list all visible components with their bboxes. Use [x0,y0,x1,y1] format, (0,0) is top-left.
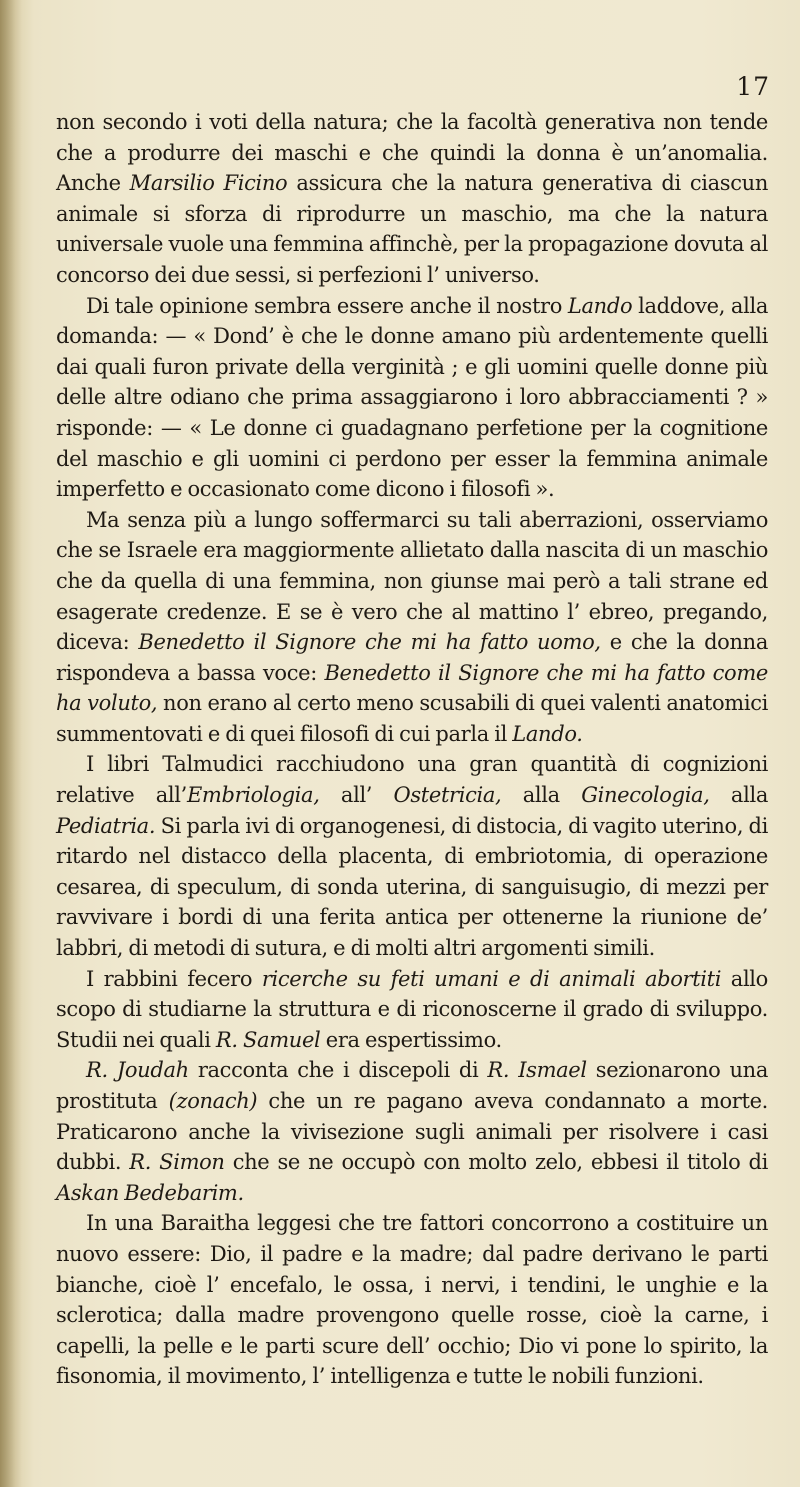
text-run: I libri Talmudici racchiudono una gran quantità di cognizioni relative all’ [56,752,768,808]
text-run: era espertissimo. [320,1027,502,1052]
text-run: non erano al certo meno scusabili di quei valenti anatomici summentovati e di quei filosofi di cui parla il [56,691,768,746]
text-run: non secondo i voti della natura; che la facoltà generativa non tende che a produrre dei maschi e che quindi la donna è un’anomalia. Anche [56,110,768,196]
text-run: Ma senza più a lungo soffermarci su tali aberrazioni, osserviamo che se Israele era maggiormente allietato dalla nascita di un maschio che da quella di una femmina, non giunse mai però a tali strane ed esagerate credenze. E se è vero che al mattino l’ ebreo, pregando, diceva: [56,507,768,655]
italic-run: Pediatria. [56,813,156,838]
text-run: assicura che la natura generativa di ciascun animale si sforza di riprodurre un maschio, ma che la natura universale vuole una femmina affinchè, per la propagazione dovuta al concorso dei due sessi, si perfezioni l’ universo. [56,171,768,287]
page-number: 17 [736,72,770,101]
text-run: laddove, alla domanda: — « Dond’ è che le donne amano più ardentemente quelli dai quali furon private della verginità ; e gli uomini quelle donne più delle altre odiano che prima assaggiarono i loro abbracciamenti ? » risponde: — « Le donne ci guadagnano perfetione per la cognitione del maschio e gli uomini ci perdono per esser la femmina animale imperfetto e occasionato come dicono i filosofi ». [56,293,769,502]
text-run: racconta che i discepoli di [188,1058,488,1083]
text-run: I rabbini fecero [86,966,262,991]
italic-run: Ostetricia, [393,783,502,808]
text-run: all’ [319,783,394,808]
paragraph-1 [56,107,768,291]
italic-run: Benedetto il Signore che mi ha fatto come ha voluto, [56,660,768,716]
italic-run: Embriologia, [186,783,320,808]
italic-run: Benedetto il Signore che mi ha fatto uomo, [138,630,601,655]
italic-run: R. Joudah [86,1058,189,1083]
paragraph-2 [56,291,768,505]
italic-run: R. Ismael [487,1058,587,1083]
italic-run: (zonach) [168,1089,258,1113]
text-run: alla [709,783,768,808]
text-run: sezionarono una prostituta [56,1058,769,1113]
paragraph-5 [56,964,768,1056]
italic-run: Lando. [512,721,583,746]
italic-run: ricerche su feti umani e di animali abortiti [261,966,722,991]
body-text [56,107,768,1392]
italic-run: Marsilio Ficino [129,171,288,196]
text-run: allo scopo di studiarne la struttura e di riconoscerne il grado di sviluppo. Studii nei quali [56,966,768,1052]
text-run: alla [501,783,582,808]
italic-run: Askan Bedebarim. [56,1180,244,1205]
italic-run: R. Samuel [215,1027,321,1052]
page-binding-shadow [0,0,22,1487]
italic-run: Lando [567,293,633,318]
paragraph-3 [56,505,768,750]
paragraph-6 [56,1055,768,1208]
italic-run: R. Simon [129,1150,225,1175]
text-run: In una Baraitha leggesi che tre fattori concorrono a costituire un nuovo essere: Dio, il padre e la madre; dal padre derivano le parti bianche, cioè l’ encefalo, le ossa, i nervi, i tendini, le unghie e la sclerotica; dalla madre provengono quelle rosse, cioè la carne, i capelli, la pelle e le parti scure dell’ occhio; Dio vi pone lo spirito, la fisonomia, il movimento, l’ intelligenza e tutte le nobili funzioni. [56,1211,768,1389]
text-run: che se ne occupò con molto zelo, ebbesi il titolo di [224,1150,769,1175]
paragraph-7 [56,1208,768,1392]
text-run: e che la donna rispondeva a bassa voce: [56,630,768,685]
text-run: che un re pagano aveva condannato a morte. Praticarono anche la vivisezione sugli animali per risolvere i casi dubbi. [56,1089,768,1175]
text-run: Si parla ivi di organogenesi, di distocia, di vagito uterino, di ritardo nel distacco della placenta, di embriotomia, di operazione cesarea, di speculum, di sonda uterina, di sanguisugio, di mezzi per ravvivare i bordi di una ferita antica per ottenerne la riunione de’ labbri, di metodi di sutura, e di molti altri argomenti simili. [56,813,768,961]
paragraph-4 [56,749,768,963]
text-run: Di tale opinione sembra essere anche il nostro [86,293,568,318]
italic-run: Ginecologia, [581,783,710,808]
